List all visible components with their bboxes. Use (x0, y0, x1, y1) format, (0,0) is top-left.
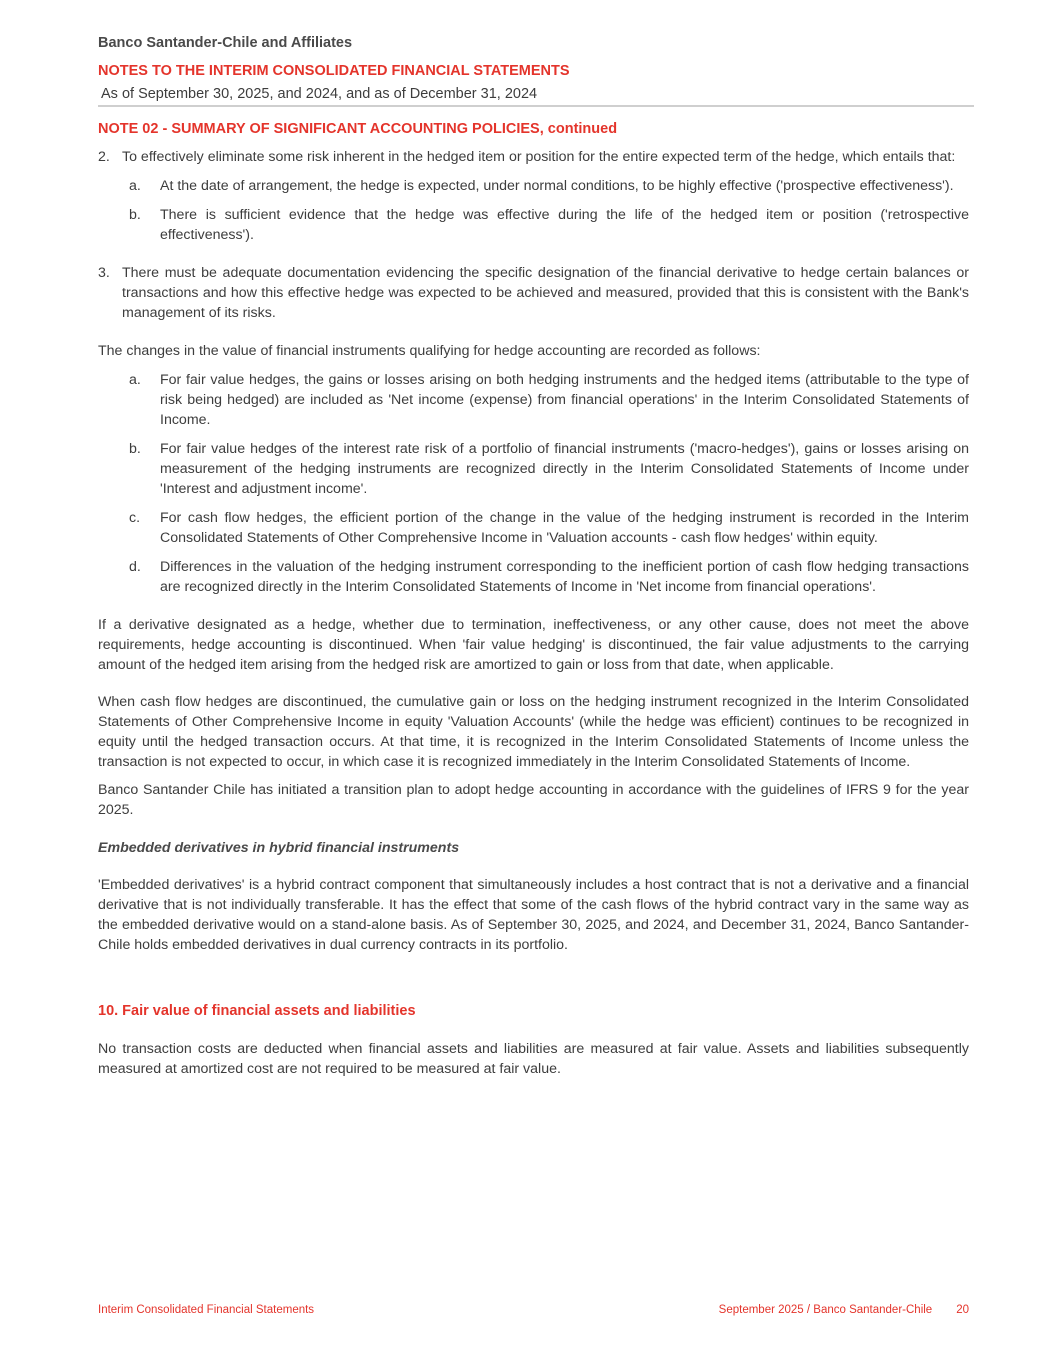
list-item-2 (98, 147, 969, 167)
change-letter: b. (129, 441, 141, 457)
paragraph-cash-flow: When cash flow hedges are discontinued, the cumulative gain or loss on the hedging instrument recognized in the Interim Consolidated Statements of Other Comprehensive Income in equity 'Valuation Accounts' (while the hedge was efficient) continues to be recognized in equity until the hedged transaction occurs. At that time, it is recognized in the Interim Consolidated Statements of Income unless the transaction is not expected to occur, in which case it is recognized immediately in the Interim Consolidated Statements of Income. (98, 694, 969, 770)
list-text: There must be adequate documentation evidencing the specific designation of the financial derivative to hedge certain balances or transactions and how this effective hedge was expected to be achieved and measured, provided that this is consistent with the Bank's management of its risks. (122, 265, 969, 321)
list-text: To effectively eliminate some risk inherent in the hedged item or position for the entire expected term of the hedge, which entails that: (122, 149, 956, 165)
page-content (98, 32, 969, 1079)
sub-text: At the date of arrangement, the hedge is expected, under normal conditions, to be highly effective ('prospective effectiveness'). (160, 178, 954, 194)
footer-title: September 2025 / Banco Santander-Chile (718, 1304, 933, 1316)
change-text: For cash flow hedges, the efficient portion of the change in the value of the hedging instrument is recorded in the Interim Consolidated Statements of Other Comprehensive Income in 'Valuation accounts - cash flow hedges' within equity. (160, 510, 969, 546)
footer-right (719, 1301, 969, 1319)
paragraph-derivative: If a derivative designated as a hedge, whether due to termination, ineffectiveness, or any other cause, does not meet the above requirements, hedge accounting is discontinued. When 'fair value hedging' is discontinued, the fair value adjustments to the carrying amount of the hedged item arising from the hedged risk are amortized to gain or loss from that date, when applicable. (98, 617, 969, 673)
sub-text: There is sufficient evidence that the hedge was effective during the life of the hedged item or position ('retrospective effectiveness'). (160, 207, 969, 243)
change-text: For fair value hedges of the interest rate risk of a portfolio of financial instruments ('macro-hedges'), gains or losses arising on measurement of the hedging instruments are recognized directly in the Interim Consolidated Statements of Income under 'Interest and adjustment income'. (160, 441, 969, 497)
change-item-c (129, 508, 969, 548)
period-subtitle: As of September 30, 2025, and 2024, and as of December 31, 2024 (101, 86, 538, 102)
change-letter: a. (129, 372, 141, 388)
requirements-list (98, 147, 969, 323)
change-item-a (129, 370, 969, 430)
changes-list (129, 370, 969, 597)
note-title: NOTE 02 - SUMMARY OF SIGNIFICANT ACCOUNTING POLICIES, continued (98, 121, 618, 137)
change-text: Differences in the valuation of the hedging instrument corresponding to the inefficient portion of cash flow hedging transactions are recognized directly in the Interim Consolidated Statements of Income in 'Net income from financial operations'. (160, 559, 969, 595)
sub-letter: a. (129, 178, 141, 194)
change-letter: d. (129, 559, 141, 575)
section-10-title: 10. Fair value of financial assets and liabilities (98, 1003, 416, 1019)
header-divider (98, 105, 974, 107)
notes-title: NOTES TO THE INTERIM CONSOLIDATED FINANCIAL STATEMENTS (98, 63, 570, 79)
change-text: For fair value hedges, the gains or losses arising on both hedging instruments and the hedged items (attributable to the type of risk being hedged) are included as 'Net income (expense) from financial operations' in the Interim Consolidated Statements of Income. (160, 372, 969, 428)
page-number: 20 (956, 1304, 969, 1316)
sub-item-a (129, 176, 969, 196)
sub-letter: b. (129, 207, 141, 223)
sub-item-b (129, 205, 969, 245)
paragraph-embedded: 'Embedded derivatives' is a hybrid contract component that simultaneously includes a host contract that is not a derivative and a financial derivative that is not individually transferable. It has the effect that some of the cash flows of the hybrid contract vary in the same way as the embedded derivative would on a stand-alone basis. As of September 30, 2025, and 2024, and December 31, 2024, Banco Santander-Chile holds embedded derivatives in dual currency contracts in its portfolio. (98, 877, 969, 953)
change-item-d (129, 557, 969, 597)
change-item-b (129, 439, 969, 499)
page-footer (98, 1301, 969, 1319)
company-name: Banco Santander-Chile and Affiliates (98, 35, 353, 51)
list-number: 3. (98, 265, 110, 281)
list-number: 2. (98, 149, 110, 165)
embedded-heading: Embedded derivatives in hybrid financial instruments (98, 840, 460, 856)
change-letter: c. (129, 510, 141, 526)
paragraph-transition: Banco Santander Chile has initiated a transition plan to adopt hedge accounting in accordance with the guidelines of IFRS 9 for the year 2025. (98, 782, 969, 818)
footer-left: Interim Consolidated Financial Statements (98, 1304, 315, 1316)
list-item-3 (98, 263, 969, 323)
sublist (129, 176, 969, 245)
changes-intro: The changes in the value of financial instruments qualifying for hedge accounting are recorded as follows: (98, 343, 761, 359)
paragraph-section-10: No transaction costs are deducted when financial assets and liabilities are measured at fair value. Assets and liabilities subsequently measured at amortized cost are not required to be measured at fair value. (98, 1041, 969, 1077)
